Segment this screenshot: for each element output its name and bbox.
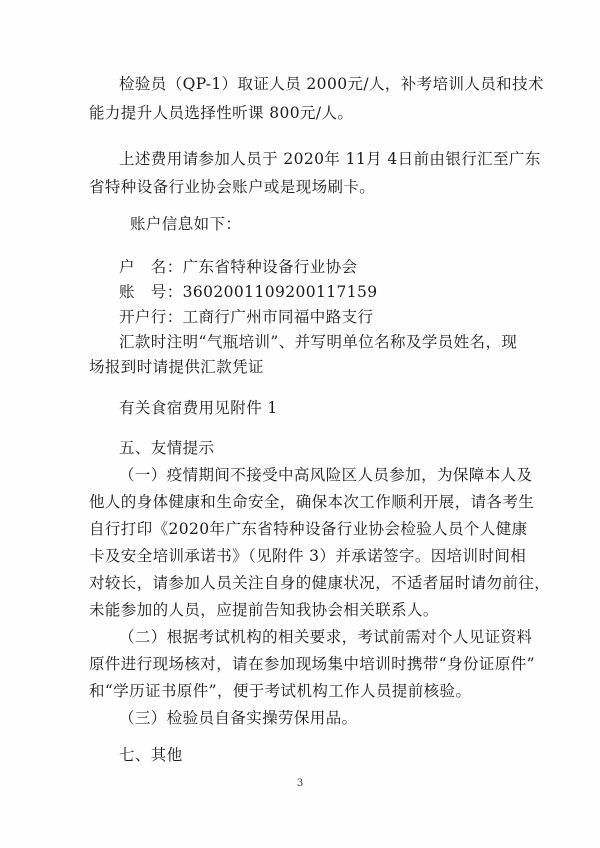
section-seven-heading: 七、其他 (119, 746, 183, 764)
reminder-1-line-4: 卡及安全培训承诺书》（见附件 3）并承诺签字。因培训时间相 (89, 547, 527, 565)
reminder-1-line-6: 未能参加的人员，应提前告知我协会相关联系人。 (89, 601, 439, 619)
payment-line-2: 省特种设备行业协会账户或是现场刷卡。 (89, 178, 376, 196)
account-number: 账 号：3602001109200117159 (119, 283, 378, 301)
reminder-1-line-1: （一）疫情期间不接受中高风险区人员参加，为保障本人及 (119, 466, 533, 484)
fee-line-1: 检验员（QP-1）取证人员 2000元/人，补考培训人员和技术 (119, 75, 544, 93)
reminder-1-line-5: 对较长，请参加人员关注自身的健康状况，不适者届时请勿前往， (89, 574, 551, 592)
account-name: 户 名：广东省特种设备行业协会 (119, 258, 358, 276)
remittance-note-2: 场报到时请提供汇款凭证 (89, 358, 264, 376)
account-bank: 开户行：工商行广州市同福中路支行 (119, 308, 374, 326)
remittance-note-1: 汇款时注明“气瓶培训”、并写明单位名称及学员姓名，现 (119, 333, 518, 351)
section-five-heading: 五、友情提示 (119, 439, 215, 457)
payment-line-1: 上述费用请参加人员于 2020年 11月 4日前由银行汇至广东 (119, 150, 541, 168)
reminder-3: （三）检验员自备实操劳保用品。 (119, 709, 358, 727)
reminder-1-line-3: 自行打印《2020年广东省特种设备行业协会检验人员个人健康 (89, 520, 528, 538)
fee-line-2: 能力提升人员选择性听课 800元/人。 (89, 104, 354, 122)
accommodation-note: 有关食宿费用见附件 1 (119, 399, 278, 417)
account-info-heading: 账户信息如下： (130, 215, 242, 233)
page-number: 3 (296, 778, 304, 789)
reminder-2-line-1: （二）根据考试机构的相关要求，考试前需对个人见证资料 (119, 628, 533, 646)
reminder-2-line-2: 原件进行现场核对，请在参加现场集中培训时携带“身份证原件” (89, 655, 535, 673)
reminder-1-line-2: 他人的身体健康和生命安全，确保本次工作顺利开展，请各考生 (89, 493, 535, 511)
reminder-2-line-3: 和“学历证书原件”，便于考试机构工作人员提前核验。 (89, 682, 472, 700)
